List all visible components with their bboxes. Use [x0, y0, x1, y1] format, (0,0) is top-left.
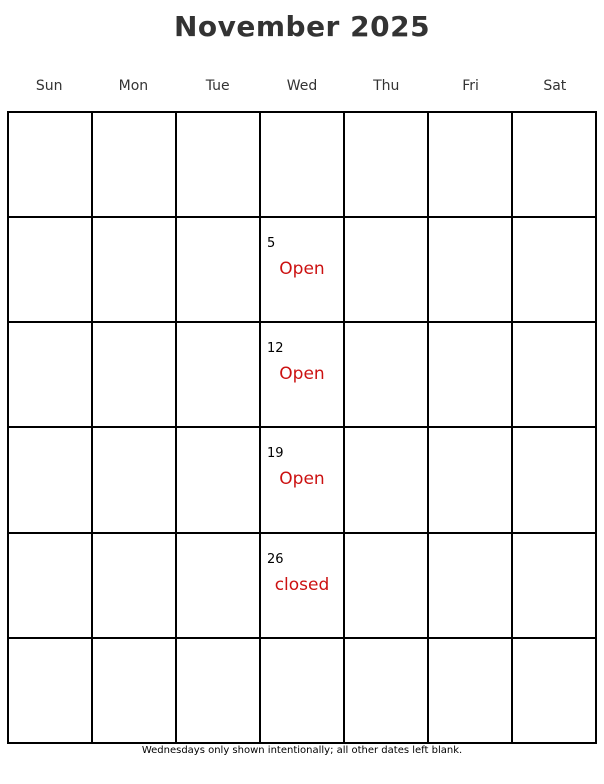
calendar-cell [429, 218, 513, 323]
weekday-sun: Sun [35, 78, 63, 94]
calendar-cell [177, 428, 261, 533]
calendar-grid [7, 111, 597, 744]
calendar-title: November 2025 [173, 10, 431, 43]
calendar-cell [261, 534, 345, 639]
calendar-cell [261, 218, 345, 323]
calendar-cell [345, 534, 429, 639]
calendar-cell [177, 218, 261, 323]
calendar-cell [93, 428, 177, 533]
calendar-cell [429, 639, 513, 744]
weekday-sat: Sat [543, 78, 567, 94]
day-number: 5 [267, 236, 276, 252]
calendar-cell [345, 113, 429, 218]
calendar-cell [429, 534, 513, 639]
weekday-fri: Fri [462, 78, 479, 94]
day-status: closed [274, 574, 330, 595]
calendar-cell [9, 113, 93, 218]
weekday-header-row [7, 78, 597, 98]
calendar-cell [345, 428, 429, 533]
calendar-cell [93, 534, 177, 639]
calendar-cell [9, 428, 93, 533]
calendar-cell [513, 323, 597, 428]
day-number: 12 [267, 341, 284, 357]
weekday-mon: Mon [118, 78, 149, 94]
calendar-cell [261, 323, 345, 428]
calendar-cell [93, 639, 177, 744]
calendar-cell [177, 113, 261, 218]
calendar-cell [513, 639, 597, 744]
calendar-cell [345, 218, 429, 323]
calendar-cell [177, 323, 261, 428]
calendar-cell [345, 639, 429, 744]
calendar-footnote: Wednesdays only shown intentionally; all other dates left blank. [141, 745, 463, 756]
calendar-cell [9, 218, 93, 323]
calendar-cell [9, 323, 93, 428]
calendar-cell [261, 428, 345, 533]
calendar-cell [93, 323, 177, 428]
day-status: Open [279, 469, 325, 490]
weekday-tue: Tue [205, 78, 230, 94]
day-number: 19 [267, 446, 284, 462]
calendar-cell [177, 639, 261, 744]
calendar-cell [429, 323, 513, 428]
calendar-cell [429, 113, 513, 218]
day-number: 26 [267, 551, 284, 567]
calendar-cell [513, 218, 597, 323]
day-status: Open [279, 259, 325, 280]
calendar-cell [513, 534, 597, 639]
calendar-cell [261, 639, 345, 744]
calendar-cell [261, 113, 345, 218]
calendar-cell [513, 113, 597, 218]
day-status: Open [279, 364, 325, 385]
calendar-cell [177, 534, 261, 639]
weekday-wed: Wed [286, 78, 318, 94]
calendar-cell [93, 113, 177, 218]
calendar-cell [513, 428, 597, 533]
calendar-cell [9, 639, 93, 744]
weekday-thu: Thu [373, 78, 400, 94]
calendar-cell [9, 534, 93, 639]
calendar-cell [93, 218, 177, 323]
calendar-cell [429, 428, 513, 533]
calendar-cell [345, 323, 429, 428]
